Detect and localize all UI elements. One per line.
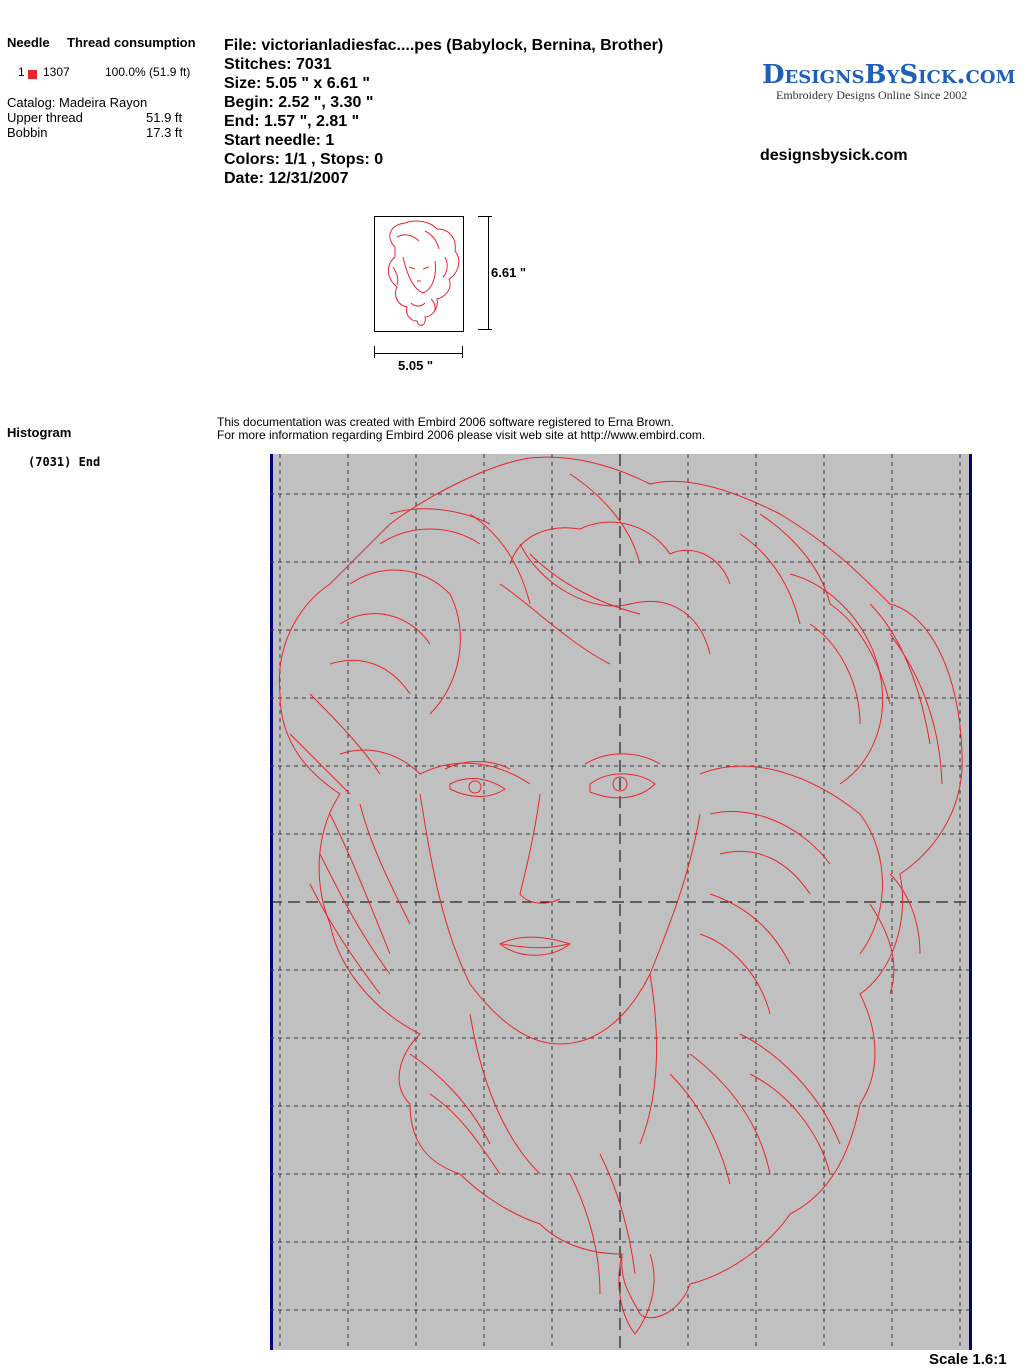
- height-dimension-label: 6.61 ": [491, 265, 527, 280]
- col-thread-header: Thread consumption: [67, 35, 196, 50]
- width-dimension-tick-right: [462, 346, 463, 358]
- begin-position: Begin: 2.52 ", 3.30 ": [224, 94, 374, 111]
- height-dimension-line: [488, 216, 489, 330]
- height-dimension-tick-bottom: [478, 329, 492, 330]
- design-thumbnail: [374, 216, 464, 332]
- thumbnail-drawing: [375, 217, 463, 331]
- design-date: Date: 12/31/2007: [224, 170, 349, 187]
- bobbin-label: Bobbin: [7, 125, 48, 140]
- software-note-line2: For more information regarding Embird 2006 please visit web site at http://www.embird.com.: [217, 428, 706, 442]
- thread-consumption: 100.0% (51.9 ft): [105, 65, 191, 79]
- histogram-entry: (7031) End: [28, 455, 101, 469]
- software-note: [217, 416, 705, 442]
- catalog-label: Catalog: Madeira Rayon: [7, 95, 148, 110]
- upper-thread-value: 51.9 ft: [146, 110, 183, 125]
- col-needle-header: Needle: [7, 35, 50, 50]
- site-url: designsbysick.com: [760, 147, 908, 164]
- stitch-count: Stitches: 7031: [224, 56, 332, 73]
- logo-tagline: Embroidery Designs Online Since 2002: [776, 88, 968, 102]
- software-note-line1: This documentation was created with Embird 2006 software registered to Erna Brown.: [217, 415, 674, 429]
- histogram-title: Histogram: [7, 425, 72, 440]
- width-dimension-label: 5.05 ": [398, 358, 434, 373]
- bobbin-value: 17.3 ft: [146, 125, 183, 140]
- height-dimension-tick-top: [478, 216, 492, 217]
- frame-right-edge: [969, 454, 972, 1350]
- embroidery-preview-svg: [270, 454, 972, 1350]
- embroidery-preview-panel: [270, 454, 972, 1350]
- scale-label: Scale 1.6:1: [929, 1351, 1007, 1368]
- file-name: File: victorianladiesfac....pes (Babylock, Bernina, Brother): [224, 37, 664, 54]
- end-position: End: 1.57 ", 2.81 ": [224, 113, 360, 130]
- width-dimension-line: [374, 353, 462, 354]
- embroidery-stitch-outline: [279, 457, 962, 1334]
- start-needle: Start needle: 1: [224, 132, 335, 149]
- width-dimension-tick-left: [374, 346, 375, 358]
- needle-number: 1: [18, 65, 25, 79]
- center-lines: [270, 454, 972, 1350]
- thread-swatch: [28, 66, 37, 84]
- colors-stops: Colors: 1/1 , Stops: 0: [224, 151, 384, 168]
- logo-wordmark: DesignsBySick.com: [762, 60, 1016, 90]
- upper-thread-label: Upper thread: [7, 110, 83, 125]
- design-size: Size: 5.05 " x 6.61 ": [224, 75, 370, 92]
- design-info: [224, 36, 663, 188]
- thread-color-code: 1307: [43, 65, 70, 79]
